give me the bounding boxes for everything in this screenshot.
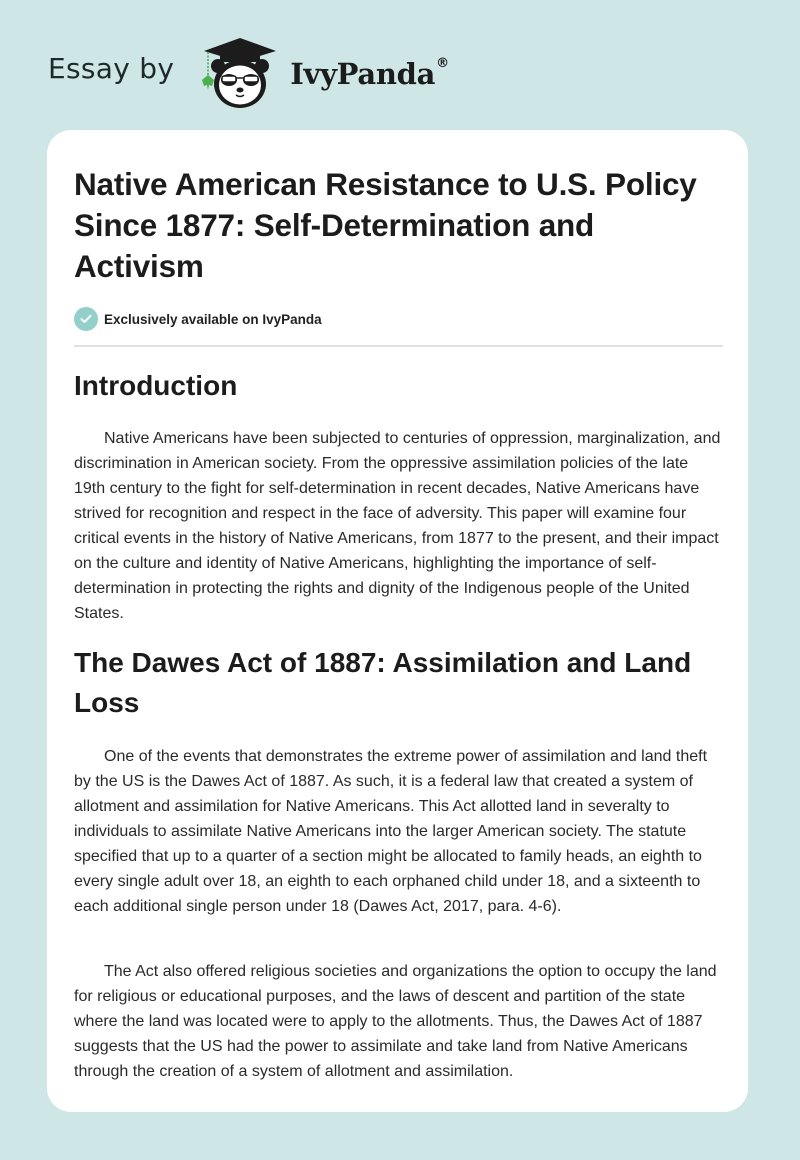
intro-paragraph-1: Native Americans have been subjected to centuries of oppression, marginalization, and discrimination in American society. From the oppressive assimilation policies of the late 19th century to the fight for self-determination in recent decades, Native Americans have strived for recognition and respect in the face of adversity. This paper will examine four critical events in the history of Native Americans, from 1877 to the present, and their impact on the culture and identity of Native Americans, highlighting the importance of self-determination in protecting the rights and dignity of the Indigenous people of the United States. [74,430,721,622]
dawes-paragraph-1: One of the events that demonstrates the extreme power of assimilation and land theft by the US is the Dawes Act of 1887. As such, it is a federal law that created a system of allotment and assimilation for Native Americans. This Act allotted land in severalty to individuals to assimilate Native Americans into the larger American society. The statute specified that up to a quarter of a section might be allocated to family heads, an eighth to every single adult over 18, an eighth to each orphaned child under 18, and a sixteenth to each additional single person under 18 (Dawes Act, 2017, para. 4-6). [74,748,708,915]
section-heading-introduction: Introduction [74,370,238,401]
brand-prefix: Essay by [48,51,175,85]
check-circle-icon [74,307,98,331]
section-heading-dawes-act: The Dawes Act of 1887: Assimilation and Land Loss [74,647,692,718]
article-title: Native American Resistance to U.S. Policy Since 1877: Self-Determination and Activism [74,166,697,284]
site-header [48,34,449,110]
ivypanda-logo-link[interactable] [194,34,449,110]
article-card [47,130,748,1112]
brand-name: IvyPanda® [290,56,449,91]
divider [74,345,723,347]
panda-graduate-icon [194,34,286,110]
exclusive-badge [74,307,322,331]
dawes-paragraph-2: The Act also offered religious societies and organizations the option to occupy the land for religious or educational purposes, and the laws of descent and partition of the state where the land was located were to apply to the allotments. Thus, the Dawes Act of 1887 suggests that the US had the power to assimilate and take land from Native Americans through the creation of a system of allotment and assimilation. [74,963,717,1080]
exclusive-label: Exclusively available on IvyPanda [104,311,322,327]
registered-mark: ® [436,56,449,72]
